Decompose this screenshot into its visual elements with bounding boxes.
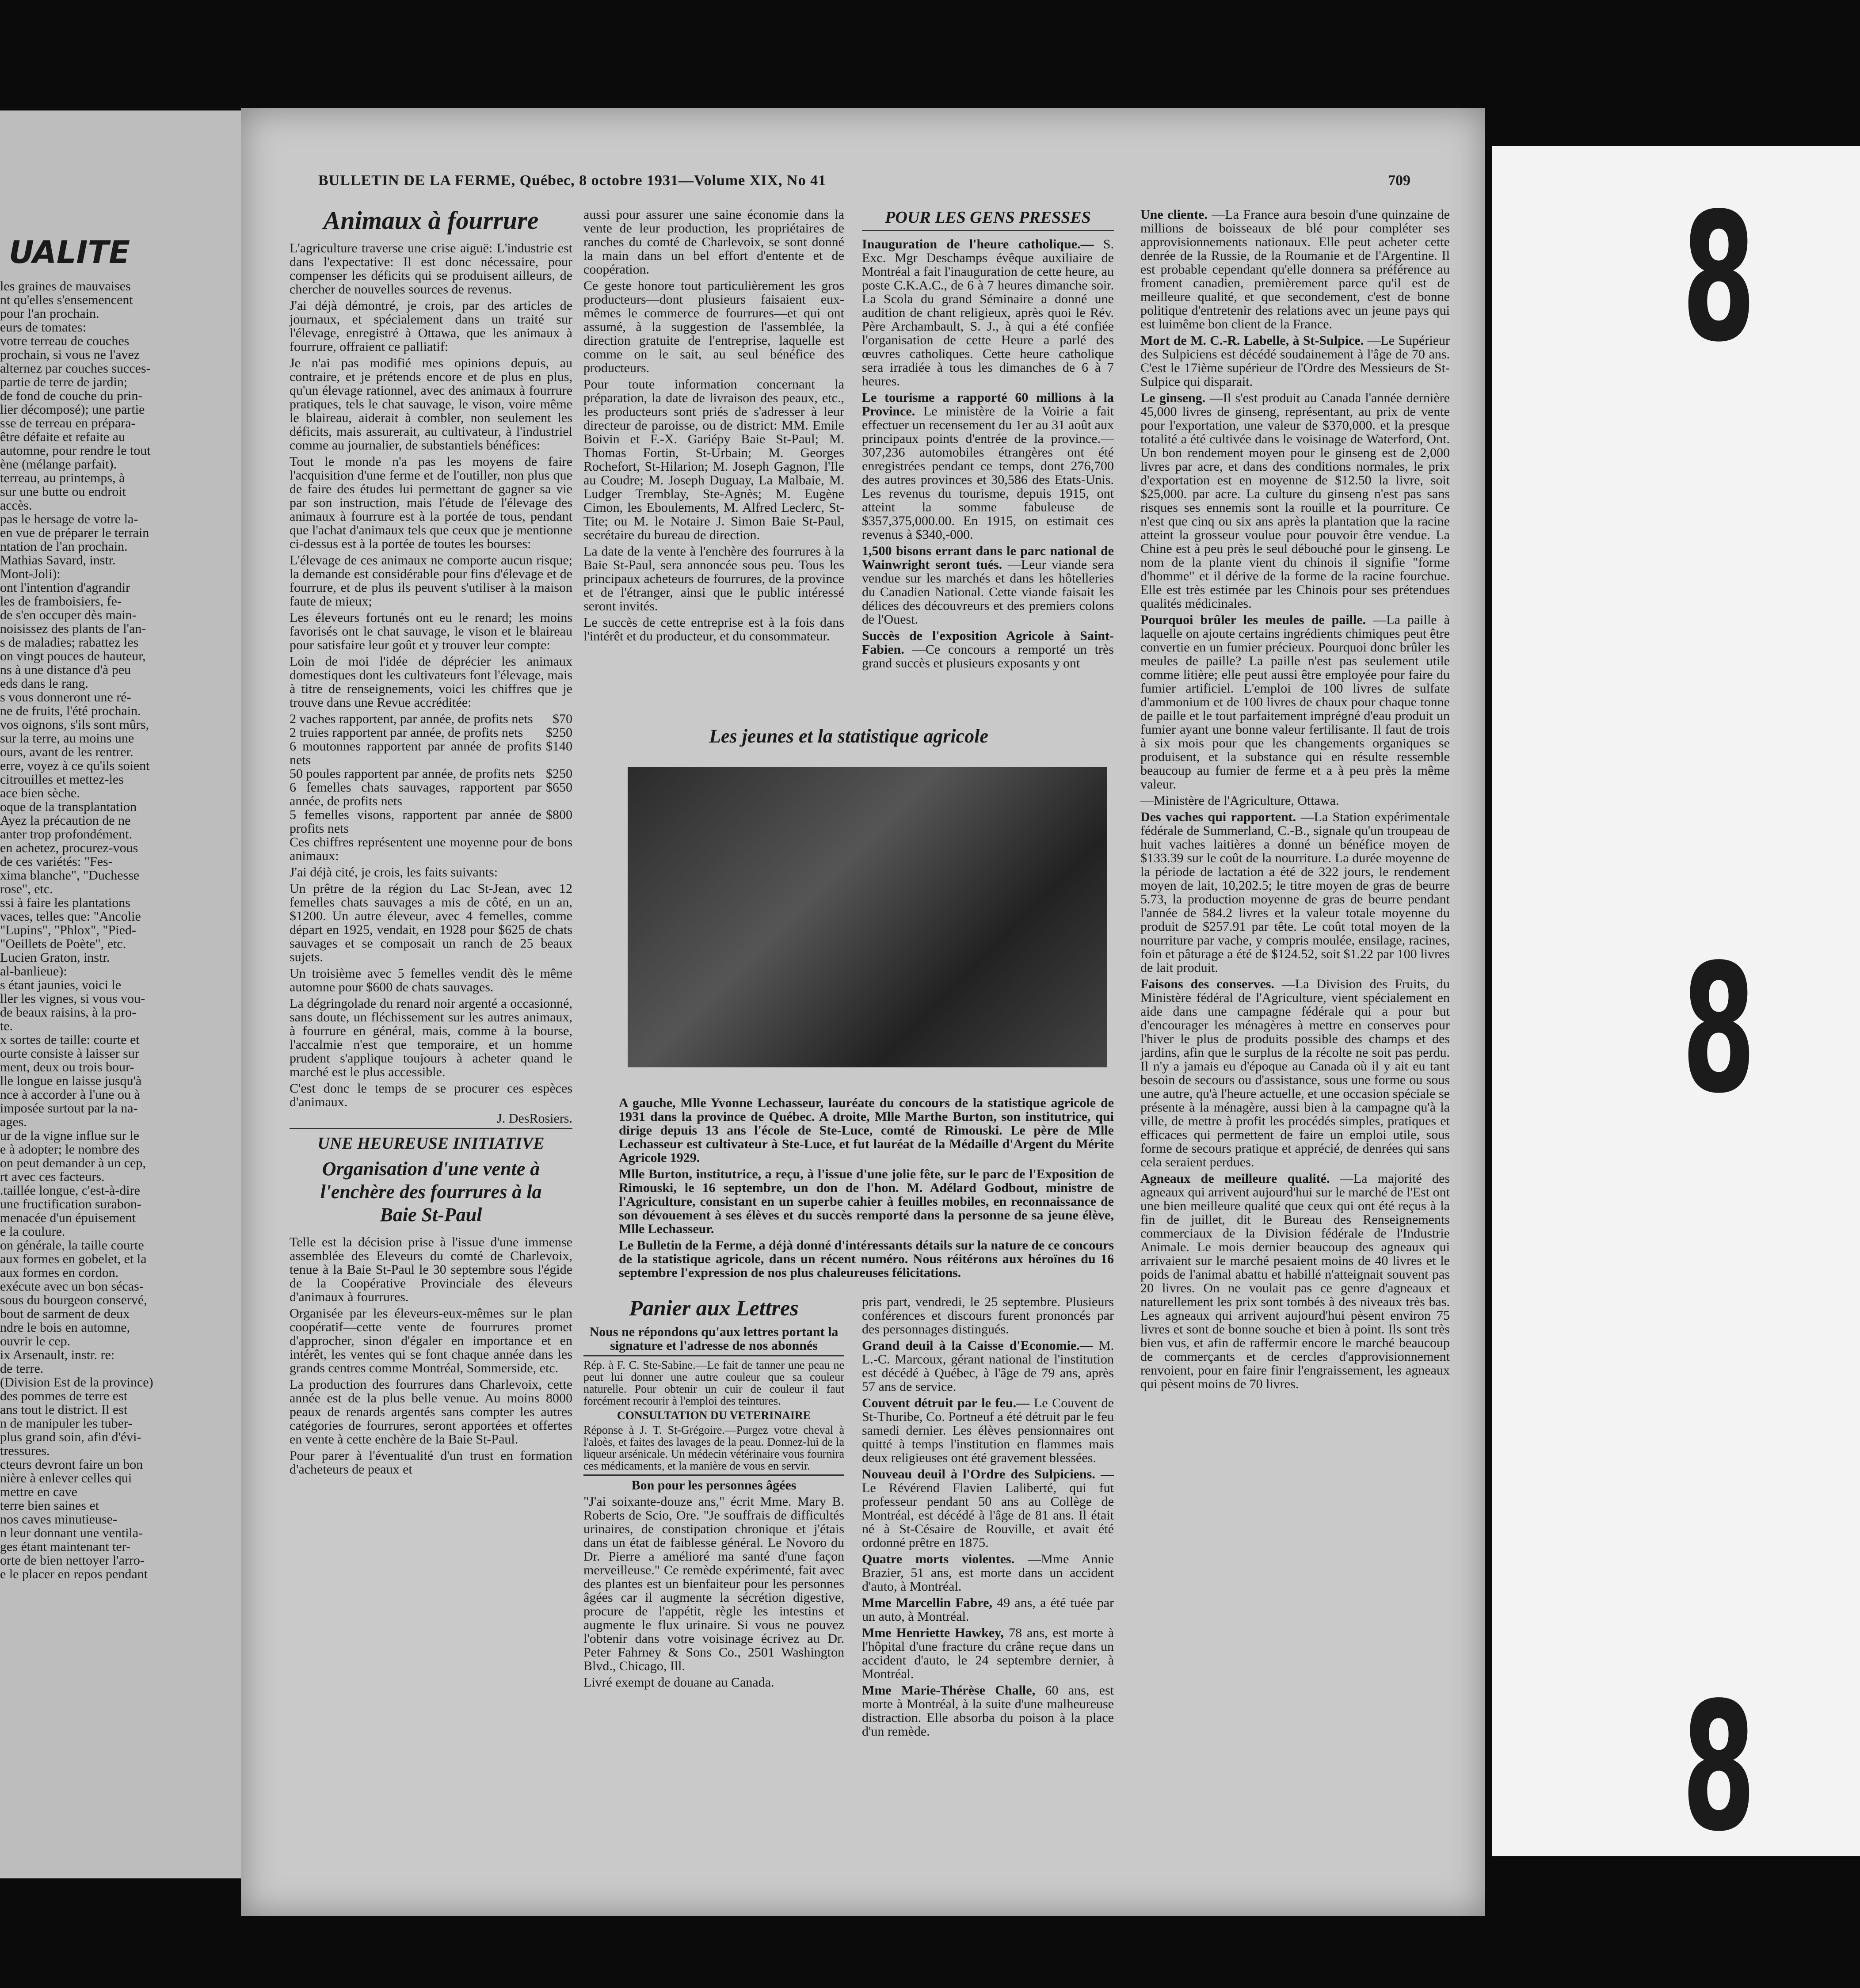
news-item-heading: Mort de M. C.-R. Labelle, à St-Sulpice. [1140,333,1364,348]
news-item-text: —La majorité des agneaux qui arrivent aujourd'hui sur le marché de l'Est ont une bien meilleure qualité que ceux qui ont été reçus à la fin de juillet, dit le Bureau des Renseignements commerciaux de la Division fédérale de l'Industrie Animale. Le mois dernier beaucoup des agneaux qui arrivaient sur le marché pesaient moins de 40 livres et le poids de l'animal abattu et habillé n'atteignait souvent pas 20 livres. On ne voulait pas ce genre d'agneaux et naturellement les prix sont tombés à des niveaux très bas. Les agneaux qui arrivent aujourd'hui pèsent environ 75 livres et sont de bonne souche et bien à point. Ils sont très bien vus, et afin de raffermir encore le marché beaucoup de commerçants et de cercles d'approvisionnement renvoient, pour en faire finir l'engraissement, les agneaux qui pèsent moins de 70 livres. [1140,1171,1450,1391]
previous-page-line: les graines de mauvaises [0,279,131,293]
news-item [1140,334,1450,388]
news-item [1140,977,1450,1169]
previous-page-line: e le placer en repos pendant [0,1567,148,1581]
previous-page-line: e la coulure. [0,1225,65,1238]
photo-two-women [628,767,1107,1067]
divider [583,1355,844,1356]
news-item-text: —Le Révérend Flavien Laliberté, qui fut professeur pendant 50 ans au Collège de Montréal, est décédé à l'âge de 81 ans. Il était né à St-Césaire de Rouville, et avait été ordonné prêtre en 1875. [862,1467,1114,1550]
previous-page-line: de terre. [0,1362,44,1375]
previous-page-line: on générale, la taille courte [0,1238,144,1252]
previous-page-line: aux formes en gobelet, et la [0,1252,147,1266]
news-item-heading: Agneaux de meilleure qualité. [1140,1171,1330,1186]
paragraph: Tout le monde n'a pas les moyens de faire l'acquisition d'une ferme et de l'outiller, non plus que de faire des études lui permettant de gagner sa vie par son instruction, mais l'étude de l'élevage des animaux à fourrure est à la portée de tous, pendant que l'achat d'animaux tels que ceux que je mentionne ci-dessus est à la portée de toutes les bourses: [290,454,572,551]
news-item-heading: Mme Henriette Hawkey, [862,1626,1004,1640]
column-auction-continued [583,208,844,646]
profit-table [290,712,572,835]
previous-page-line: terreau, au printemps, à [0,471,125,485]
news-item [862,1467,1114,1550]
news-item-text: 78 ans, est morte à l'hôpital d'une fracture du crâne reçue dans un accident d'auto, le 24 septembre dernier, à Montréal. [862,1626,1114,1681]
previous-page-line: sur une butte ou endroit [0,485,126,499]
news-item-text: —Ce concours a remporté un très grand succès et plusieurs exposants y ont [862,642,1114,670]
news-item [1140,810,1450,975]
previous-page-line: ouvrir le cep. [0,1334,71,1348]
previous-page-line: (Division Est de la province) [0,1375,153,1389]
previous-page-line: automne, pour rendre le tout [0,444,151,457]
previous-page-line: ne de fruits, l'été prochain. [0,704,141,718]
news-item-heading: 1,500 bisons errant dans le parc national de Wainwright seront tués. [862,544,1114,572]
profit-item: 6 moutonnes rapportent par année de profits nets [290,739,541,767]
profit-item: 5 femelles visons, rapportent par année de profits nets [290,807,541,836]
article-body-fur-animals [290,241,572,709]
previous-page-line: ène (mélange parfait). [0,457,117,471]
previous-page-line: tressures. [0,1444,50,1458]
previous-page-line: votre terreau de couches [0,334,130,348]
previous-page-line: pour l'an prochain. [0,307,99,320]
previous-page-line: xima blanche", "Duchesse [0,868,140,882]
news-item-heading: Nouveau deuil à l'Ordre des Sulpiciens. [862,1467,1095,1481]
previous-page-line: vos oignons, s'ils sont mûrs, [0,718,149,731]
previous-page-line: en vue de préparer le terrain [0,526,149,540]
previous-page-line: citrouilles et mettez-les [0,773,124,786]
photo-caption-text [619,1096,1114,1280]
ad-text: "J'ai soixante-douze ans," écrit Mme. Mary B. Roberts de Scio, Ore. "Je souffrais de difficultés urinaires, de constipation chronique et j'étais dans un état de faiblesse général. Le Novoro du Dr. Pierre a amélioré ma santé d'une façon merveilleuse." Ce remède expérimenté, fait avec des plantes est un bienfaiteur pour les personnes âgées car il augmente la sécrétion digestive, procure de l'appétit, règle les intestins et augmente le flux urinaire. Si vous ne pouvez l'obtenir dans votre voisinage écrivez au Dr. Peter Fahrney & Sons Co., 2501 Washington Blvd., Chicago, Ill. [583,1494,844,1673]
news-item [862,544,1114,626]
news-item-text: —La paille à laquelle on ajoute certains ingrédients chimiques peut être convertie en un fumier précieux. Pourquoi donc brûler les meules de paille? La paille n'est pas seulement utile comme litière; elle peut aussi être employée pour faire du fumier artificiel. L'emploi de 100 livres de sulfate d'ammonium et de 100 livres de chaux pour chaque tonne de paille et le tout parfaitement imprégné d'eau produit un fumier ayant une bonne valeur fertilisante. Il faut de trois à six mois pour que les changements organiques se produisent, et la substance qui en résulte ressemble beaucoup au fumier de ferme et a à peu près la même valeur. [1140,613,1450,792]
letters-subtitle: Nous ne répondons qu'aux lettres portant la signature et l'adresse de nos abonnés [589,1325,839,1353]
news-item-heading: Grand deuil à la Caisse d'Economie.— [862,1338,1093,1353]
previous-page-line: erre, voyez à ce qu'ils soient [0,759,150,773]
paragraph: Ce geste honore tout particulièrement les gros producteurs—dont plusieurs faisaient eux-mêmes le commerce de fourrures—et qui ont assumé, à la suggestion de l'assemblée, la direction gratuite de l'entreprise, laquelle est comme on le sait, au seul bénéfice des producteurs. [583,278,844,375]
previous-page-line: vaces, telles que: "Ancolie [0,910,141,923]
profit-value: $650 [546,780,572,795]
letters-title: Panier aux Lettres [629,1295,799,1320]
previous-page-line: sur la terre, au moins une [0,731,134,745]
previous-page-line: rt avec ces facteurs. [0,1170,105,1184]
news-item-heading: Une cliente. [1140,207,1208,222]
news-item-text: —La Division des Fruits, du Ministère fédéral de l'Agriculture, vient spécialement en aide dans une campagne fédérale qui a pour but d'encourager les ménagères à mettre en conserves pour l'hiver le plus de produits possible des champs et des jardins, afin que le surplus de la récolte ne soit pas perdu. Il n'y a jamais eu d'époque au Canada où il y ait eu tant besoin de secours ou d'assistance, sous une forme ou sous une autre, qu'à l'heure actuelle, et une occasion spéciale se présente à la ménagère, aussi bien à la campagne qu'à la ville, de mettre à profit les procédés simples, pratiques et efficaces qui permettent de faire un emploi utile, sous forme de secours pratique et apprécié, de denrées qui sans cela seraient perdues. [1140,977,1450,1169]
news-item-text: —Le Supérieur des Sulpiciens est décédé soudainement à l'âge de 70 ans. C'est le 17ième supérieur de l'Ordre des Messieurs de St-Sulpice qui disparait. [1140,333,1450,389]
news-item-heading: Le ginseng. [1140,391,1206,405]
news-item [862,237,1114,388]
news-item-text: M. L.-C. Marcoux, gérant national de l'institution est décédé à Québec, à l'âge de 79 ans, après 57 ans de service. [862,1338,1114,1394]
paragraph: Ces chiffres représentent une moyenne pour de bons animaux: [290,835,572,863]
previous-page-line: aux formes en cordon. [0,1266,119,1280]
previous-page-line: accès. [0,499,32,512]
section-kicker: UNE HEUREUSE INITIATIVE [317,1134,545,1153]
previous-page-line: exécute avec un bon sécas- [0,1280,144,1293]
previous-page-line: mettre en cave [0,1485,77,1499]
vet-consult-heading: CONSULTATION DU VETERINAIRE [617,1409,811,1422]
previous-page-line: de beaux raisins, à la pro- [0,1005,137,1019]
previous-page-line: ont l'intention d'agrandir [0,581,130,594]
news-item [862,1683,1114,1738]
previous-page-line: x sortes de taille: courte et [0,1033,140,1047]
profit-item: 2 vaches rapportent, par année, de profits nets [290,712,533,726]
profit-value: $800 [546,807,572,822]
previous-page-line: nce à accorder à l'une ou à [0,1088,140,1101]
previous-page-line: menacée d'un épuisement [0,1211,136,1225]
previous-page-line: eurs de tomates: [0,320,86,334]
profit-table-row [290,767,572,781]
page-marker-2: 8 [1682,927,1756,1132]
profit-table-row [290,726,572,739]
page-header-title: BULLETIN DE LA FERME, Québec, 8 octobre 1931—Volume XIX, No 41 [318,172,827,189]
previous-page-line: pas le hersage de votre la- [0,512,138,526]
previous-page-line: Mont-Joli): [0,567,61,581]
profit-value: $250 [546,725,572,740]
paragraph: Un troisième avec 5 femelles vendit dès le même automne pour $600 de chats sauvages. [290,966,572,994]
previous-page-line: les de framboisiers, fe- [0,594,122,608]
margin-strip [1492,146,1860,1870]
news-brief-intro: pris part, vendredi, le 25 septembre. Plusieurs conférences et discours furent prononcés par des personnages distingués. [862,1295,1114,1337]
previous-page-line: on vingt pouces de hauteur, [0,649,146,663]
news-item-heading: Mme Marcellin Fabre, [862,1596,992,1610]
previous-page-line: imposée surtout par la na- [0,1101,138,1115]
column-fur-animals [290,206,572,1479]
previous-page-line: Mathias Savard, instr. [0,553,116,567]
previous-page-line: être défaite et refaite au [0,430,126,444]
news-item-heading: Quatre morts violentes. [862,1552,1015,1566]
previous-page-line: s de maladies; rabattez les [0,636,139,649]
news-item [862,1552,1114,1593]
caption-paragraph: Mlle Burton, institutrice, a reçu, à l'issue d'une jolie fête, sur le parc de l'Exposition de Rimouski, le 16 septembre, un don de l'hon. M. Adélard Godbout, ministre de l'Agriculture, consistant en un superbe cahier à feuilles mobiles, en reconnaissance de son dévouement à ses élèves et du succès remporté dans la personne de sa jeune élève, Mlle Lechasseur. [619,1167,1114,1236]
article-title-fur-animals: Animaux à fourrure [323,206,539,235]
previous-page-line: de fond de couche du prin- [0,389,143,403]
previous-page-line: e à adopter; le nombre des [0,1143,140,1156]
news-item [862,1339,1114,1394]
previous-page-line: ace bien sèche. [0,786,80,800]
previous-page-line: s vous donneront une ré- [0,690,131,704]
paragraph: Pour parer à l'éventualité d'un trust en formation d'acheteurs de peaux et [290,1448,572,1477]
previous-page-line: bout de sarment de deux [0,1307,130,1321]
previous-page-heading: UALITE [9,234,130,270]
news-item-heading: Des vaches qui rapportent. [1140,810,1296,824]
ad-footer: Livré exempt de douane au Canada. [583,1675,774,1690]
profit-table-row [290,808,572,835]
previous-page-strip [0,110,242,1878]
profit-value: $140 [546,739,572,754]
previous-page-line: Ayez la précaution de ne [0,814,131,827]
news-item-heading: Faisons des conserves. [1140,977,1274,991]
previous-page-line: ours, avant de les rentrer. [0,745,133,759]
letter-reply-1: Rép. à F. C. Ste-Sabine.—Le fait de tanner une peau ne peut lui donner une autre couleur que sa couleur naturelle. Pour obtenir un cuir de couleur il faut forcément recourir à l'emploi des teintures. [583,1359,844,1407]
photo-caption [619,1096,1114,1282]
page-number: 709 [1388,172,1410,189]
news-item-heading: Le tourisme a rapporté 60 millions à la Province. [862,390,1114,419]
previous-page-line: ndre le bois en automne, [0,1321,130,1334]
news-item [862,1596,1114,1623]
previous-page-line: lier décomposé); une partie [0,403,145,416]
news-item-text: —La Station expérimentale fédérale de Summerland, C.-B., signale qu'un troupeau de huit vaches laitières a donné un bénéfice moyen de $133.39 sur le coût de la nourriture. La durée moyenne de la période de lactation a été de 322 jours, le rendement moyen de lait, 10,202.5; le titre moyen de gras de beurre 5.73, la production moyenne de gras de beurre pendant l'année de 584.2 livres et la valeur totale moyenne du produit de $257.91 par tête. Le coût total moyen de la nourriture par vache, y compris moulée, ensilage, racines, foin et pâturage a été de $124.52, soit $1.22 par 100 livres de lait produit. [1140,810,1450,975]
previous-page-column [0,124,194,1581]
previous-page-line: de s'en occuper dès main- [0,608,137,622]
paragraph: La dégringolade du renard noir argenté a occasionné, sans doute, un fléchissement sur les autres animaux, à fourrure en général, mais, comme à la bourse, l'accalmie n'est que temporaire, et un homme prudent s'applique toujours à acheter quand le marché est le plus accessible. [290,996,572,1079]
news-briefs-lower-list [862,1339,1114,1738]
news-item-heading: Inauguration de l'heure catholique.— [862,237,1094,251]
article-title-auction: Organisation d'une vente à l'enchère des fourrures à la Baie St-Paul [320,1158,542,1226]
profit-table-row [290,712,572,726]
news-item [862,1626,1114,1681]
paragraph: Un prêtre de la région du Lac St-Jean, avec 12 femelles chats sauvages a mis de côté, en un an, $1200. Un autre éleveur, avec 4 femelles, comme départ en 1925, vendait, en 1928 pour $625 de chats sauvages et se composait un ranch de 25 beaux sujets. [290,881,572,964]
previous-page-line: ller les vignes, si vous vou- [0,992,145,1005]
profit-item: 2 truies rapportent par année, de profits nets [290,725,523,740]
caption-paragraph: Le Bulletin de la Ferme, a déjà donné d'intéressants détails sur la nature de ce concours de la statistique agricole, dans un récent numéro. Nous réitérons aux héroïnes du 16 septembre l'expression de nos plus chaleureuses félicitations. [619,1238,1114,1280]
previous-page-line: ssi à faire les plantations [0,896,130,910]
paragraph: Je n'ai pas modifié mes opinions depuis, au contraire, et je prétends encore et de plus en plus, qu'un élevage rationnel, avec des animaux à fourrure pratiques, tels le chat sauvage, le vison, voire même le blaireau, aiderait à combler, non seulement les déficits, mais assurerait, au cultivateur, à l'industriel comme au journalier, de substantiels bénéfices: [290,356,572,453]
previous-page-line: ges étant maintenant ter- [0,1540,131,1554]
paragraph: Loin de moi l'idée de déprécier les animaux domestiques dont les cultivateurs font l'élevage, mais à titre de renseignements, voici les chiffres que je trouve dans une Revue accréditée: [290,654,572,710]
previous-page-line: partie de terre de jardin; [0,375,128,389]
previous-page-line: anter trop profondément. [0,827,133,841]
divider [583,1474,844,1476]
previous-page-line: s étant jaunies, voici le [0,978,122,992]
previous-page-line: nt qu'elles s'ensemencent [0,293,133,307]
previous-page-line: n de manipuler les tuber- [0,1417,133,1430]
previous-page-text [0,279,194,1581]
paragraph: aussi pour assurer une saine économie dans la vente de leur production, les propriétaires de ranches du comté de Charlevoix, se sont donné la main dans un bel effort d'entente et de coopération. [583,207,844,277]
news-item-heading: Succès de l'exposition Agricole à Saint-Fabien. [862,628,1114,657]
news-item-heading: Couvent détruit par le feu.— [862,1396,1030,1410]
news-item [1140,613,1450,791]
previous-page-line: on peut demander à un cep, [0,1156,146,1170]
previous-page-line: lle longue en laisse jusqu'à [0,1074,142,1088]
profit-table-row [290,739,572,767]
profit-value: $250 [546,766,572,781]
paragraph: L'élevage de ces animaux ne comporte aucun risque; la demande est considérable pour fins d'élevage et de fourrure, et de plus ils peuvent s'utiliser à la maison faute de mieux; [290,553,572,609]
news-item-text: Le Couvent de St-Thuribe, Co. Portneuf a été détruit par le feu samedi dernier. Les élèves pensionnaires ont quitté à temps l'institution en flammes mais deux religieuses ont été gravement blessées. [862,1396,1114,1465]
news-item [1140,794,1450,807]
news-item [862,391,1114,541]
previous-page-line: orte de bien nettoyer l'arro- [0,1554,145,1567]
paragraph: Organisée par les éleveurs-eux-mêmes sur le plan coopératif—cette vente de fourrures promet d'approcher, sinon d'égaler en importance et en intérêt, les ventes qui se font chaque année dans les grands centres comme Montréal, Sommerside, etc. [290,1306,572,1375]
profit-item: 6 femelles chats sauvages, rapportent par année, de profits nets [290,780,541,808]
news-item-text: —Ministère de l'Agriculture, Ottawa. [1140,793,1339,808]
news-item-text: 49 ans, a été tuée par un auto, à Montréal. [862,1596,1114,1624]
paragraph: C'est donc le temps de se procurer ces espèces d'animaux. [290,1081,572,1109]
previous-page-line: te. [0,1019,13,1033]
news-item-heading: Mme Marie-Thérèse Challe, [862,1683,1036,1698]
news-item-heading: Pourquoi brûler les meules de paille. [1140,613,1366,627]
article-body-fur-animals-continued [290,835,572,1109]
paragraph: Le succès de cette entreprise est à la fois dans l'intérêt et du producteur, et du consommateur. [583,615,844,644]
previous-page-line: Lucien Graton, instr. [0,951,110,964]
previous-page-line: al-banlieue): [0,964,67,978]
column-right-briefs [1140,208,1450,1394]
paragraph: J'ai déjà démontré, je crois, par des articles de journaux, et spécialement dans un traité sur l'élevage, enregistré à Ottawa, que les animaux à fourrure, offraient ce palliatif: [290,298,572,354]
paragraph: La date de la vente à l'enchère des fourrures à la Baie St-Paul, sera annoncée sous peu. Tous les principaux acheteurs de fourrures, de la province et de l'étranger, ainsi que le public intéressé seront invités. [583,544,844,613]
previous-page-line: ix Arsenault, instr. re: [0,1348,115,1362]
previous-page-line: ntation de l'an prochain. [0,540,128,553]
previous-page-line: n leur donnant une ventila- [0,1526,143,1540]
news-item [1140,208,1450,331]
previous-page-line: ur de la vigne influe sur le [0,1129,139,1143]
previous-page-line: terre bien saines et [0,1499,99,1512]
previous-page-line: prochain, si vous ne l'avez [0,348,140,362]
previous-page-line: sse de terreau en prépara- [0,416,136,430]
previous-page-line: eds dans le rang. [0,677,88,690]
news-item [1140,391,1450,610]
page-marker-1: 8 [1682,175,1756,381]
divider [290,1128,572,1129]
profit-item: 50 poules rapportent par année, de profits nets [290,766,535,781]
section-title-news-briefs: POUR LES GENS PRESSES [862,208,1114,231]
news-item-text: Le ministère de la Voirie a fait effectuer un recensement du 1er au 31 août aux principaux points d'entrée de la province.—307,236 automobiles étrangères ont été enregistrées pendant ce temps, dont 276,700 des autres provinces et 30,586 des Etats-Unis. Les revenus du tourisme, depuis 1915, ont atteint la somme fabuleuse de $357,375,000.00. En 1915, on estimait ces revenus à $340,-000. [862,404,1114,542]
previous-page-line: plus grand soin, afin d'évi- [0,1430,141,1444]
previous-page-line: .taillée longue, c'est-à-dire [0,1184,140,1197]
news-item [1140,1172,1450,1391]
news-item [862,1396,1114,1465]
right-briefs-list [1140,208,1450,1391]
previous-page-line: une fructification surabon- [0,1197,141,1211]
previous-page-line: "Oeillets de Poète", etc. [0,937,126,951]
news-item-text: 60 ans, est morte à Montréal, à la suite d'une malheureuse distraction. Elle absorba du poison à la place d'un remède. [862,1683,1114,1739]
news-item-text: —Il s'est produit au Canada l'année dernière 45,000 livres de ginseng, représentant, au prix de vente pour l'exportation, une valeur de $370,000. et la presque totalité a été cultivée dans le voisinage de Waterford, Ont. Un bon rendement moyen pour le ginseng est de 2,000 livres par acre, et dans des conditions normales, le prix d'exportation est en moyenne de $12.50 la livre, soit $25,000. par acre. La culture du ginseng n'est pas sans risques ses ennemis sont la rouille et la pourriture. Ce n'est que cinq ou six ans après la plantation que la racine atteint la grosseur voulue pour pouvoir être vendue. La Chine est à peu près le seul débouché pour le ginseng. Le nom de la plante vient du chinois il signifie "forme d'homme" et il dérive de la forme de la racine fourchue. Elle est très estimée par les Chinois pour ses prétendues qualités médicinales. [1140,391,1450,611]
article-body-auction-continued [583,208,844,643]
previous-page-line: ans tout le district. Il est [0,1403,128,1417]
previous-page-line: sous du bourgeon conservé, [0,1293,147,1307]
news-item [862,629,1114,670]
paragraph: J'ai déjà cité, je crois, les faits suivants: [290,865,498,880]
previous-page-line: rose", etc. [0,882,53,896]
article-signature: J. DesRosiers. [497,1111,572,1126]
news-item-text: —Mme Annie Brazier, 51 ans, est morte dans un accident d'auto, à Montréal. [862,1552,1114,1594]
paragraph: Telle est la décision prise à l'issue d'une immense assemblée des Eleveurs du comté de Charlevoix, tenue à la Baie St-Paul le 30 septembre sous l'égide de la Coopérative Provinciale des éleveurs d'animaux à fourrures. [290,1235,572,1304]
paragraph: L'agriculture traverse une crise aiguë: L'industrie est dans l'expectative: Il est donc nécessaire, pour compenser les déficits qui se produisent ailleurs, de chercher de nouvelles sources de revenus. [290,241,572,297]
column-news-briefs [862,208,1114,673]
photo-section [583,725,1114,747]
previous-page-line: nière à enlever celles qui [0,1471,132,1485]
news-item-text: S. Exc. Mgr Deschamps évêque auxiliaire de Montréal a fait l'inauguration de cette heure, au poste C.K.A.C., de 6 à 7 heures dimanche soir. La Scola du grand Séminaire a donné une audition de chant religieux, après quoi le Rév. Père Archambault, S. J., à qui a été confiée l'organisation de cette Heure a parlé des œuvres catholiques. Cette heure catholique sera irradiée à tous les dimanches de 6 à 7 heures. [862,237,1114,388]
profit-table-row [290,781,572,808]
previous-page-line: ns à une distance d'à peu [0,663,131,677]
paragraph: La production des fourrures dans Charlevoix, cette année est de la plus belle venue. Au moins 8000 peaux de renards argentés sans compter les autres catégories de fourrures, seront apportées et offertes en vente à cette enchère de la Baie St-Paul. [290,1377,572,1447]
previous-page-line: "Lupins", "Phlox", "Pied- [0,923,136,937]
news-item-text: —La France aura besoin d'une quinzaine de millions de boisseaux de blé pour compléter ses approvisionnements nationaux. Elle peut acheter cette denrée de la Russie, de la Roumanie et de l'Argentine. Il est probable cependant qu'elle donnera sa préférence au froment canadien, premièrement parce qu'il est de meilleure qualité, et que secondement, c'est de bonne politique d'entretenir des relations avec un jeune pays qui est luimême bon client de la France. [1140,207,1450,331]
column-letters [583,1295,844,1692]
previous-page-line: alternez par couches succes- [0,362,151,375]
page-marker-3: 8 [1682,1665,1756,1870]
column-news-briefs-lower [862,1295,1114,1741]
letter-reply-2: Réponse à J. T. St-Grégoire.—Purgez votre cheval à l'aloès, et faites des lavages de la peau. Donnez-lui de la liqueur arsénicale. Un médecin vétérinaire vous fournira ces médicaments, et la manière de vous en servir. [583,1424,844,1472]
article-body-auction [290,1235,572,1476]
previous-page-line: oque de la transplantation [0,800,137,814]
previous-page-line: noisissez des plants de l'an- [0,622,146,636]
previous-page-line: cteurs devront faire un bon [0,1458,143,1471]
previous-page-line: en achetez, procurez-vous [0,841,138,855]
news-item-text: —Leur viande sera vendue sur les marchés et dans les hôtelleries du Canadien National. Cette viande faisait les délices des découvreurs et des premiers colons de l'Ouest. [862,557,1114,627]
paragraph: Les éleveurs fortunés ont eu le renard; les moins favorisés ont le chat sauvage, le vison et le blaireau pour satisfaire leur goût et y trouver leur compte: [290,610,572,652]
caption-paragraph: A gauche, Mlle Yvonne Lechasseur, lauréate du concours de la statistique agricole de 1931 dans la province de Québec. A droite, Mlle Marthe Burton, son institutrice, qui dirige depuis 13 ans l'école de Ste-Luce, comté de Rimouski. Le père de Mlle Lechasseur est cultivateur à Ste-Luce, et fut lauréat de la Médaille d'Argent du Mérite Agricole 1929. [619,1096,1114,1165]
ad-title: Bon pour les personnes âgées [631,1478,797,1493]
profit-value: $70 [553,712,572,726]
previous-page-line: ages. [0,1115,27,1129]
news-briefs-list [862,237,1114,670]
previous-page-line: des pommes de terre est [0,1389,128,1403]
previous-page-line: ment, deux ou trois bour- [0,1060,134,1074]
previous-page-line: ourte consiste à laisser sur [0,1047,139,1060]
paragraph: Pour toute information concernant la préparation, la date de livraison des peaux, etc., les producteurs sont priés de s'adresser à leur directeur de paroisse, ou de district: MM. Emile Boivin et F.-X. Gariépy Baie St-Paul; M. Thomas Fortin, St-Urbain; M. Georges Rochefort, St-Hilarion; M. Joseph Gagnon, l'Ile au Coudre; M. Joseph Duguay, La Malbaie, M. Ludger Tremblay, Ste-Agnès; M. Eugène Cimon, les Eboulements, M. Alfred Leclerc, St-Tite; ou M. le Notaire J. Simon Baie St-Paul, secrétaire du bureau de direction. [583,377,844,542]
photo-section-title: Les jeunes et la statistique agricole [709,725,988,747]
previous-page-line: nos caves minutieuse- [0,1512,117,1526]
previous-page-line: de ces variétés: "Fes- [0,855,113,868]
